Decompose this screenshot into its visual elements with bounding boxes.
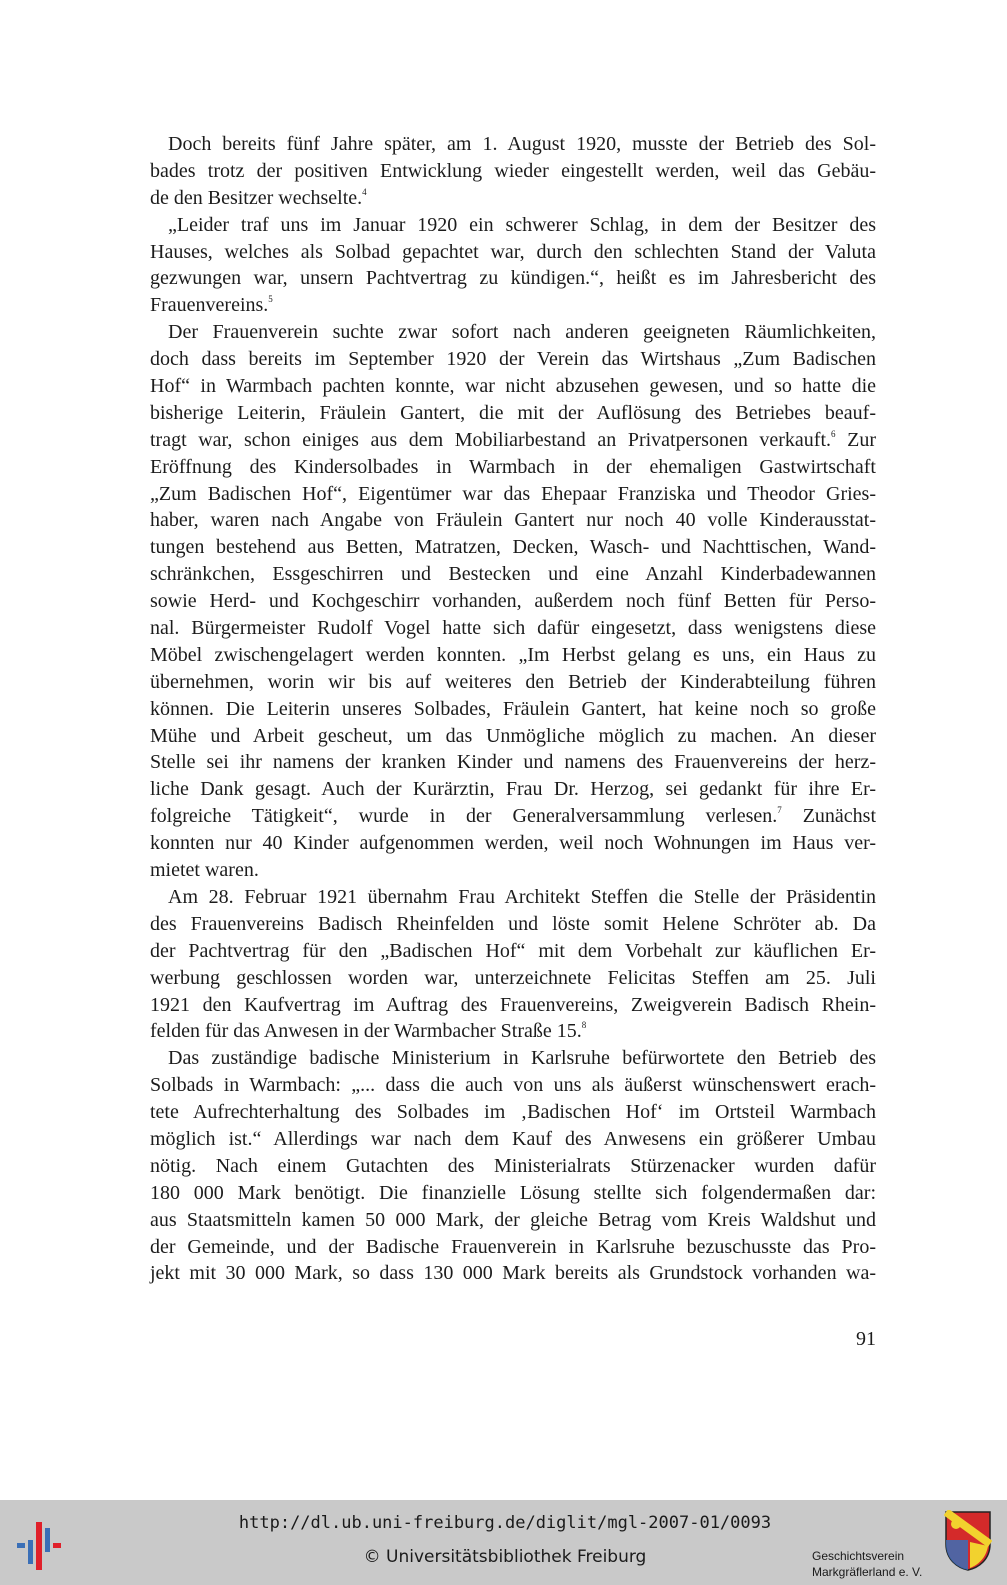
text-line: sowie Herd- und Kochgeschirr vorhanden, außerdem noch fünf Betten für Perso- bbox=[150, 590, 876, 613]
text-line bbox=[132, 1018, 876, 1045]
text-line: Doch bereits fünf Jahre später, am 1. August 1920, musste der Betrieb des Sol- bbox=[168, 133, 876, 155]
digitization-footer bbox=[0, 1500, 1007, 1585]
text-line: Der Frauenverein suchte zwar sofort nach anderen geeigneten Räumlichkeiten, bbox=[168, 321, 876, 344]
text-line: haber, waren nach Angabe von Fräulein Gantert nur noch 40 volle Kinderausstat- bbox=[150, 509, 876, 532]
text-line: nal. Bürgermeister Rudolf Vogel hatte sich dafür eingesetzt, dass wenigstens diese bbox=[150, 617, 876, 640]
text-line: liche Dank gesagt. Auch der Kurärztin, Frau Dr. Herzog, sei gedankt für ihre Er- bbox=[150, 778, 876, 801]
text-line: der Gemeinde, und der Badische Frauenverein in Karlsruhe bezuschusste das Pro- bbox=[150, 1235, 876, 1258]
footnote-marker: 7 bbox=[777, 805, 782, 816]
text-line: bisherige Leiterin, Fräulein Gantert, die mit der Auflösung des Betriebes beauf- bbox=[150, 401, 876, 424]
society-line: Markgräflerland e. V. bbox=[812, 1565, 923, 1579]
text-line: Solbads in Warmbach: „... dass die auch von uns als äußerst wünschenswert erach- bbox=[150, 1074, 876, 1097]
text-fragment: felden für das Anwesen in der Warmbacher Straße 15. bbox=[150, 1020, 582, 1043]
text-line: tungen bestehend aus Betten, Matratzen, Decken, Wasch- und Nachttischen, Wand- bbox=[150, 536, 876, 559]
text-line: schränkchen, Essgeschirren und Bestecken und eine Anzahl Kinderbadewannen bbox=[150, 563, 876, 586]
paragraph-4 bbox=[132, 884, 876, 1045]
text-line bbox=[132, 292, 876, 319]
text-line: Am 28. Februar 1921 übernahm Frau Architekt Steffen die Stelle der Präsidentin bbox=[168, 885, 876, 908]
text-line: Hauses, welches als Solbad gepachtet war, durch den schlechten Stand der Valuta bbox=[150, 240, 876, 263]
text-line: Möbel zwischengelagert werden konnten. „Im Herbst gelang es uns, ein Haus zu bbox=[150, 643, 876, 666]
text-line: bades trotz der positiven Entwicklung wieder eingestellt werden, weil das Gebäu- bbox=[150, 159, 876, 182]
text-fragment: Zur bbox=[835, 428, 876, 451]
page-number: 91 bbox=[856, 1328, 876, 1350]
society-line: Geschichtsverein bbox=[812, 1549, 905, 1563]
text-line: tete Aufrechterhaltung des Solbades im ‚Badischen Hof‘ im Ortsteil Warmbach bbox=[150, 1101, 876, 1124]
text-line: jekt mit 30 000 Mark, so dass 130 000 Mark bereits als Grundstock vorhanden wa- bbox=[150, 1262, 876, 1285]
footnote-marker: 8 bbox=[581, 1020, 587, 1031]
text-line: 1921 den Kaufvertrag im Auftrag des Frauenvereins, Zweigverein Badisch Rhein- bbox=[150, 993, 876, 1016]
text-fragment: folgreiche Tätigkeit“, wurde in der Generalversammlung verlesen. bbox=[150, 805, 778, 828]
text-line: aus Staatsmitteln kamen 50 000 Mark, der gleiche Betrag vom Kreis Waldshut und bbox=[150, 1208, 876, 1231]
text-line: doch dass bereits im September 1920 der Verein das Wirtshaus „Zum Badischen bbox=[150, 348, 876, 371]
text-line: 180 000 Mark benötigt. Die finanzielle Lösung stellte sich folgendermaßen dar: bbox=[150, 1181, 876, 1204]
text-line: konnten nur 40 Kinder aufgenommen werden, weil noch Wohnungen im Haus ver- bbox=[150, 832, 876, 855]
footnote-marker: 6 bbox=[831, 428, 836, 439]
text-line: mietet waren. bbox=[150, 859, 259, 882]
text-fragment: tragt war, schon einiges aus dem Mobiliarbestand an Privatpersonen verkauft. bbox=[150, 428, 832, 451]
text-line bbox=[132, 185, 876, 212]
text-line: Stelle sei ihr namens der kranken Kinder und namens des Frauenvereins der herz- bbox=[150, 751, 876, 774]
text-line: können. Die Leiterin unseres Solbades, Fräulein Gantert, hat keine noch so große bbox=[150, 697, 876, 720]
text-fragment: de den Besitzer wechselte. bbox=[150, 186, 363, 209]
paragraph-5 bbox=[132, 1045, 876, 1287]
text-line: gezwungen war, unsern Pachtvertrag zu kündigen.“, heißt es im Jahresbericht des bbox=[150, 267, 876, 290]
text-fragment: Frauenvereins. bbox=[150, 294, 269, 317]
text-line: nötig. Nach einem Gutachten des Ministerialrats Stürzenacker wurden dafür bbox=[150, 1154, 876, 1177]
text-line: Das zuständige badische Ministerium in Karlsruhe befürwortete den Betrieb des bbox=[168, 1047, 876, 1070]
text-line bbox=[132, 427, 876, 454]
paragraph-1 bbox=[132, 131, 876, 212]
text-line: werbung geschlossen worden war, unterzeichnete Felicitas Steffen am 25. Juli bbox=[150, 966, 876, 989]
text-line: „Zum Badischen Hof“, Eigentümer war das Ehepaar Franziska und Theodor Gries- bbox=[150, 482, 876, 505]
text-line: Mühe und Arbeit gescheut, um das Unmögliche möglich zu machen. An dieser bbox=[150, 724, 876, 747]
text-line: übernehmen, worin wir bis auf weiteres den Betrieb der Kinderabteilung führen bbox=[150, 670, 876, 693]
footnote-marker: 4 bbox=[362, 186, 367, 197]
society-name bbox=[812, 1548, 932, 1580]
text-line bbox=[132, 803, 876, 830]
text-line: Eröffnung des Kindersolbades in Warmbach in der ehemaligen Gastwirtschaft bbox=[150, 455, 876, 478]
text-fragment: Zunächst bbox=[781, 805, 876, 828]
footnote-marker: 5 bbox=[268, 294, 273, 305]
text-line: der Pachtvertrag für den „Badischen Hof“ mit dem Vorbehalt zur käuflichen Er- bbox=[150, 939, 876, 962]
text-line: möglich ist.“ Allerdings war nach dem Kauf des Anwesens ein größerer Umbau bbox=[150, 1127, 876, 1150]
paragraph-3 bbox=[132, 319, 876, 884]
footer-url-link[interactable]: http://dl.ub.uni-freiburg.de/diglit/mgl-2007-01/0093 bbox=[238, 1513, 772, 1533]
markgraeflerland-crest-icon bbox=[944, 1510, 992, 1572]
paragraph-2 bbox=[132, 212, 876, 320]
text-line: des Frauenvereins Badisch Rheinfelden und löste somit Helene Schröter ab. Da bbox=[150, 912, 876, 935]
text-line: „Leider traf uns im Januar 1920 ein schwerer Schlag, in dem der Besitzer des bbox=[168, 213, 876, 236]
footer-copyright: © Universitätsbibliothek Freiburg bbox=[363, 1547, 647, 1567]
ub-freiburg-logo-icon[interactable] bbox=[14, 1522, 64, 1570]
body-text bbox=[132, 131, 876, 1287]
text-line: Hof“ in Warmbach pachten konnte, war nicht abzusehen gewesen, und so hatte die bbox=[150, 375, 876, 398]
